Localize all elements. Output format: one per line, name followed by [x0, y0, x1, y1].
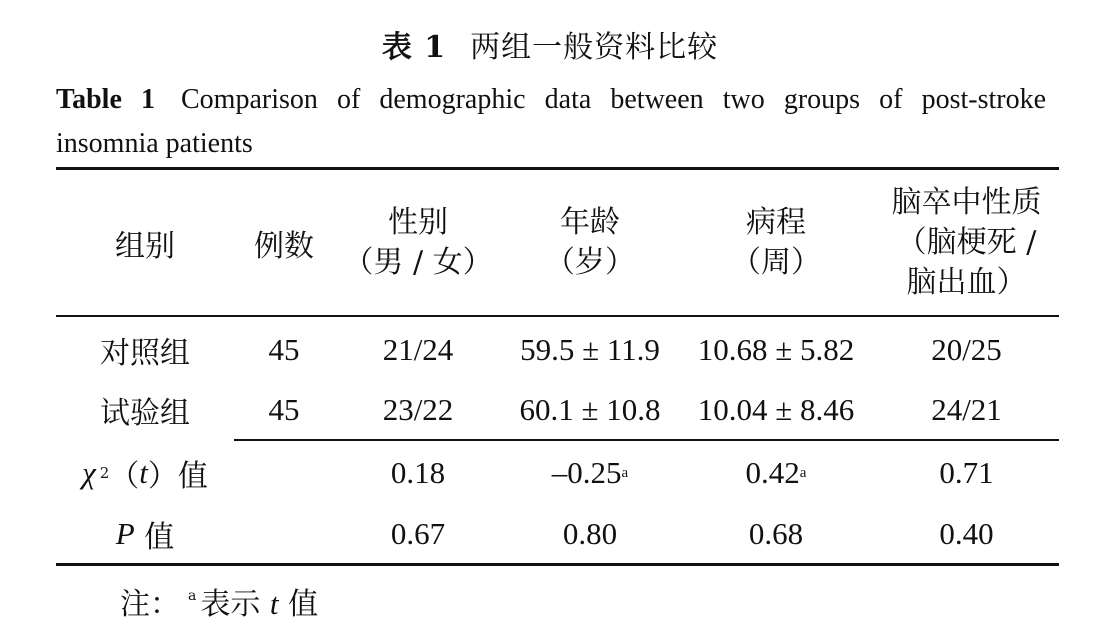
row-experimental-course: 10.04 ± 8.46: [697, 392, 855, 427]
row-chi-sex: 0.18: [390, 455, 446, 490]
footnote-sup: a: [188, 588, 197, 604]
chi-age-sup: a: [621, 464, 629, 481]
row-experimental-nature: 24/21: [931, 392, 1002, 427]
header-cases: 例数: [254, 229, 314, 264]
footnote-prefix: 注：: [120, 587, 180, 622]
header-sex-line2: （男 / 女）: [343, 245, 493, 280]
chi-open: （: [109, 459, 140, 494]
row-experimental-cases: 45: [268, 392, 300, 427]
chi-close: ）值: [147, 459, 208, 494]
table-number-chinese: 表 1: [381, 30, 447, 65]
table-stats-rule: [234, 439, 1059, 441]
row-p-nature: 0.40: [939, 516, 994, 551]
header-age: [502, 172, 678, 314]
row-p-course: 0.68: [748, 516, 804, 551]
table-bottom-rule: [56, 563, 1059, 566]
header-stroke-nature: [874, 172, 1059, 314]
header-course-line2: （周）: [731, 245, 821, 280]
row-control-group: 对照组: [100, 336, 190, 371]
row-control-nature: 20/25: [931, 332, 1002, 367]
table-title-english: [56, 78, 1046, 166]
header-nature-line3: 脑出血）: [906, 265, 1027, 300]
header-sex-line1: 性别: [388, 205, 448, 240]
footnote-text2: 值: [278, 587, 319, 622]
table-footnote: [120, 576, 318, 625]
header-course-line1: 病程: [746, 205, 806, 240]
row-control-age: 59.5 ± 11.9: [520, 332, 660, 367]
row-experimental-group: 试验组: [100, 396, 190, 431]
chi-age-value: –0.25: [551, 455, 622, 490]
chi-superscript: 2: [99, 464, 110, 482]
row-chi-label: [56, 444, 234, 502]
row-control-course: 10.68 ± 5.82: [697, 332, 855, 367]
row-p-age: 0.80: [562, 516, 618, 551]
header-nature-line1: 脑卒中性质: [891, 185, 1042, 220]
header-nature-line2: （脑梗死 /: [896, 225, 1037, 260]
header-age-line1: 年龄: [560, 205, 620, 240]
footnote-text1: 表示: [200, 587, 270, 622]
row-chi-nature: 0.71: [939, 455, 994, 490]
table-top-rule: [56, 167, 1059, 170]
table-number-english: Table 1: [56, 84, 155, 115]
p-symbol: P: [115, 516, 135, 551]
table-title-english-text: Comparison of demographic data between two groups of post-stroke insomnia patients: [56, 84, 1046, 159]
chi-course-sup: a: [799, 464, 807, 481]
row-chi-course: [678, 444, 874, 502]
p-label-text: 值: [134, 520, 175, 555]
row-experimental-sex: 23/22: [382, 392, 454, 427]
chi-symbol: χ: [82, 455, 96, 490]
header-course: [678, 172, 874, 314]
row-chi-age: [502, 444, 678, 502]
table-title-chinese-text: 两组一般资料比较: [470, 30, 719, 65]
table-header-rule: [56, 315, 1059, 317]
footnote-t: t: [269, 586, 279, 621]
row-control-cases: 45: [268, 332, 300, 367]
table-title-chinese: [0, 22, 1100, 66]
chi-t: t: [139, 455, 148, 490]
row-control-sex: 21/24: [382, 332, 454, 367]
chi-course-value: 0.42: [745, 455, 800, 490]
row-experimental-age: 60.1 ± 10.8: [519, 392, 661, 427]
row-p-label: [56, 506, 234, 562]
header-sex: [334, 172, 502, 314]
row-p-sex: 0.67: [390, 516, 446, 551]
header-age-line2: （岁）: [545, 245, 635, 280]
header-group: 组别: [115, 229, 175, 264]
